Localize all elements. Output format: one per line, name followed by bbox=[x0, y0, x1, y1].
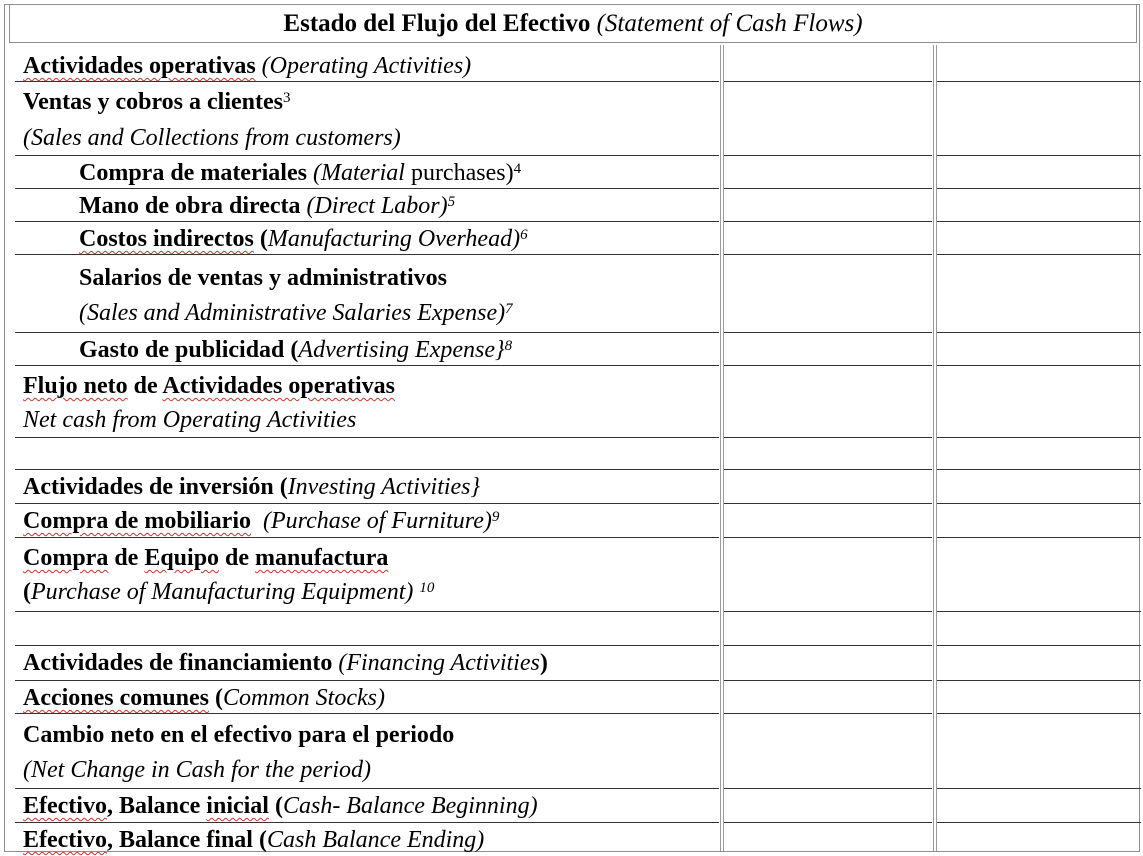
row-blank bbox=[5, 438, 1141, 470]
amount-cell[interactable] bbox=[937, 156, 1141, 189]
row-sales-collections: Ventas y cobros a clientes$^3$ (Sales and Collections from customers) bbox=[5, 82, 1141, 156]
amount-cell[interactable] bbox=[724, 504, 932, 538]
amount-cell[interactable] bbox=[937, 50, 1141, 82]
amount-cell[interactable] bbox=[937, 333, 1141, 366]
amount-cell[interactable] bbox=[937, 681, 1141, 714]
amount-cell[interactable] bbox=[724, 222, 932, 255]
amount-cell[interactable] bbox=[724, 50, 932, 82]
amount-cell[interactable] bbox=[937, 789, 1141, 823]
row-operating-header: Actividades operativas (Operating Activities) bbox=[5, 50, 1141, 82]
row-common-stocks: Acciones comunes (Common Stocks) bbox=[5, 681, 1141, 714]
amount-cell[interactable] bbox=[937, 255, 1141, 333]
row-net-operating: Flujo neto de Actividades operativas Net cash from Operating Activities bbox=[5, 366, 1141, 438]
row-investing-header: Actividades de inversión (Investing Activities} bbox=[5, 470, 1141, 504]
amount-cell[interactable] bbox=[937, 366, 1141, 438]
amount-cell[interactable] bbox=[937, 438, 1141, 470]
amount-cell[interactable] bbox=[937, 82, 1141, 156]
amount-cell[interactable] bbox=[724, 255, 932, 333]
row-purchase-manufacturing-equipment: Compra de Equipo de manufactura (Purchase of Manufacturing Equipment) $^{10}$ bbox=[5, 538, 1141, 612]
row-balance-ending: Efectivo, Balance final (Cash Balance Ending) bbox=[5, 823, 1141, 853]
amount-cell[interactable] bbox=[724, 714, 932, 789]
cash-flow-statement bbox=[4, 4, 1140, 852]
amount-cell[interactable] bbox=[937, 646, 1141, 681]
amount-cell[interactable] bbox=[724, 789, 932, 823]
amount-cell[interactable] bbox=[724, 538, 932, 612]
amount-cell[interactable] bbox=[724, 156, 932, 189]
amount-cell[interactable] bbox=[724, 612, 932, 646]
amount-cell[interactable] bbox=[937, 538, 1141, 612]
row-direct-labor: Mano de obra directa (Direct Labor)$^5$ bbox=[5, 189, 1141, 222]
amount-cell[interactable] bbox=[937, 823, 1141, 853]
amount-cell[interactable] bbox=[937, 612, 1141, 646]
row-balance-beginning: Efectivo, Balance inicial (Cash- Balance Beginning) bbox=[5, 789, 1141, 823]
amount-cell[interactable] bbox=[724, 366, 932, 438]
row-manufacturing-overhead: Costos indirectos (Manufacturing Overhead)$^6$ bbox=[5, 222, 1141, 255]
row-financing-header: Actividades de financiamiento (Financing Activities) bbox=[5, 646, 1141, 681]
row-advertising-expense: Gasto de publicidad (Advertising Expense}$^8$ bbox=[5, 333, 1141, 366]
amount-cell[interactable] bbox=[937, 504, 1141, 538]
amount-cell[interactable] bbox=[724, 646, 932, 681]
row-purchase-furniture: Compra de mobiliario (Purchase of Furniture)$^9$ bbox=[5, 504, 1141, 538]
amount-cell[interactable] bbox=[724, 189, 932, 222]
row-sales-admin-salaries: Salarios de ventas y administrativos (Sales and Administrative Salaries Expense)$^7$ bbox=[5, 255, 1141, 333]
row-blank bbox=[5, 612, 1141, 646]
amount-cell[interactable] bbox=[724, 333, 932, 366]
amount-cell[interactable] bbox=[724, 470, 932, 504]
amount-cell[interactable] bbox=[937, 189, 1141, 222]
amount-cell[interactable] bbox=[937, 714, 1141, 789]
row-material-purchases: Compra de materiales (Material purchases)$^4$ bbox=[5, 156, 1141, 189]
amount-cell[interactable] bbox=[724, 681, 932, 714]
amount-cell[interactable] bbox=[937, 470, 1141, 504]
amount-cell[interactable] bbox=[724, 823, 932, 853]
statement-title: Estado del Flujo del Efectivo (Statement of Cash Flows) bbox=[9, 5, 1137, 43]
amount-cell[interactable] bbox=[724, 438, 932, 470]
row-net-change: Cambio neto en el efectivo para el periodo (Net Change in Cash for the period) bbox=[5, 714, 1141, 789]
amount-cell[interactable] bbox=[724, 82, 932, 156]
amount-cell[interactable] bbox=[937, 222, 1141, 255]
